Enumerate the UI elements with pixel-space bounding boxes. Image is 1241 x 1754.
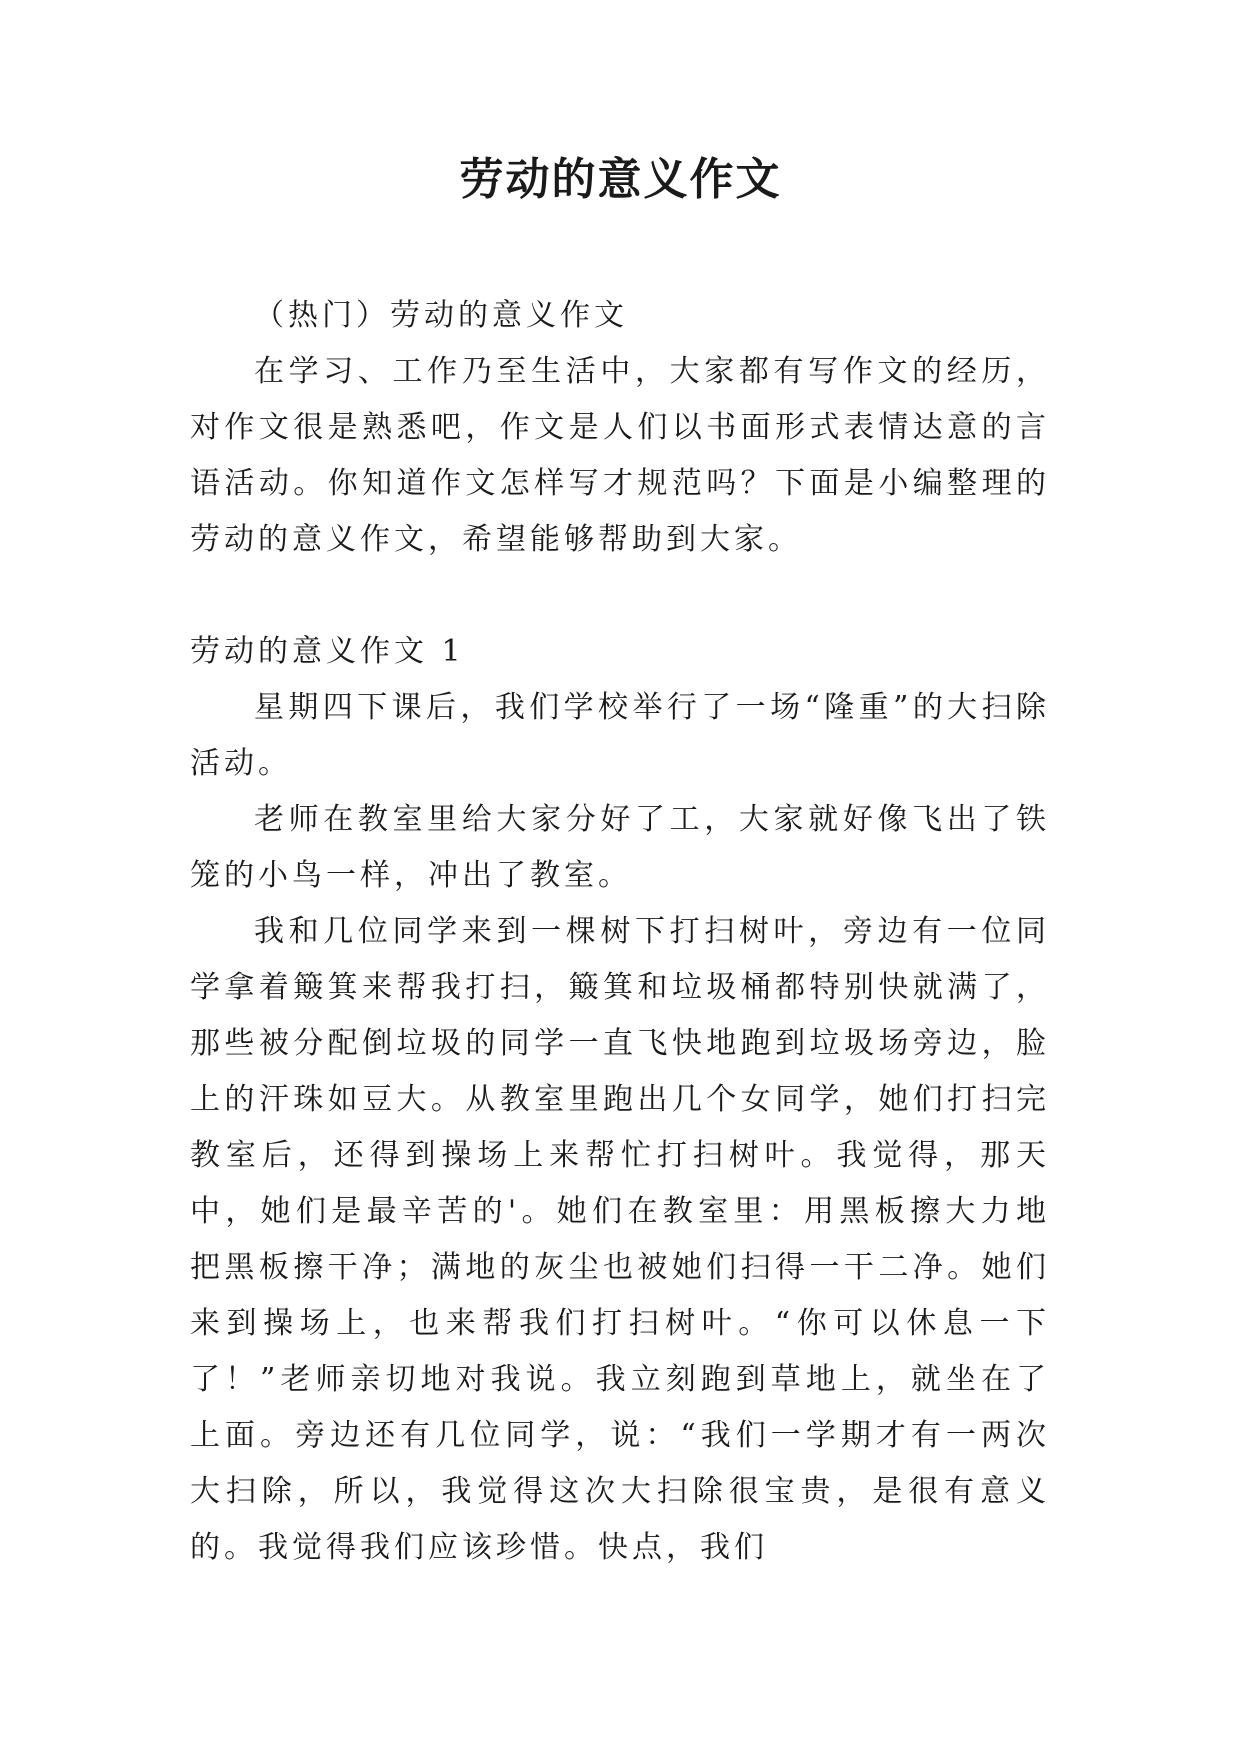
- intro-paragraph: 在学习、工作乃至生活中，大家都有写作文的经历，对作文很是熟悉吧，作文是人们以书面形式表情达意的言语活动。你知道作文怎样写才规范吗？下面是小编整理的劳动的意义作文，希望能够帮助到大家。: [190, 354, 1050, 557]
- spacer: [190, 568, 1050, 624]
- paragraph-1: 星期四下课后，我们学校举行了一场“隆重”的大扫除活动。: [190, 690, 1050, 781]
- paragraph-3: 我和几位同学来到一棵树下打扫树叶，旁边有一位同学拿着簸箕来帮我打扫，簸箕和垃圾桶都特别快就满了，那些被分配倒垃圾的同学一直飞快地跑到垃圾场旁边，脸上的汗珠如豆大。从教室里跑出几个女同学，她们打扫完教室后，还得到操场上来帮忙打扫树叶。我觉得，那天中，她们是最辛苦的'。她们在教室里：用黑板擦大力地把黑板擦干净；满地的灰尘也被她们扫得一干二净。她们来到操场上，也来帮我们打扫树叶。“你可以休息一下了！”老师亲切地对我说。我立刻跑到草地上，就坐在了上面。旁边还有几位同学，说：“我们一学期才有一两次大扫除，所以，我觉得这次大扫除很宝贵，是很有意义的。我觉得我们应该珍惜。快点，我们: [190, 914, 1050, 1565]
- document-subtitle: （热门）劳动的意义作文: [254, 298, 628, 333]
- document-title: 劳动的意义作文: [459, 154, 782, 205]
- document-body: [190, 288, 1050, 1576]
- section-heading: 劳动的意义作文 1: [190, 634, 465, 669]
- paragraph-2: 老师在教室里给大家分好了工，大家就好像飞出了铁笼的小鸟一样，冲出了教室。: [190, 802, 1050, 893]
